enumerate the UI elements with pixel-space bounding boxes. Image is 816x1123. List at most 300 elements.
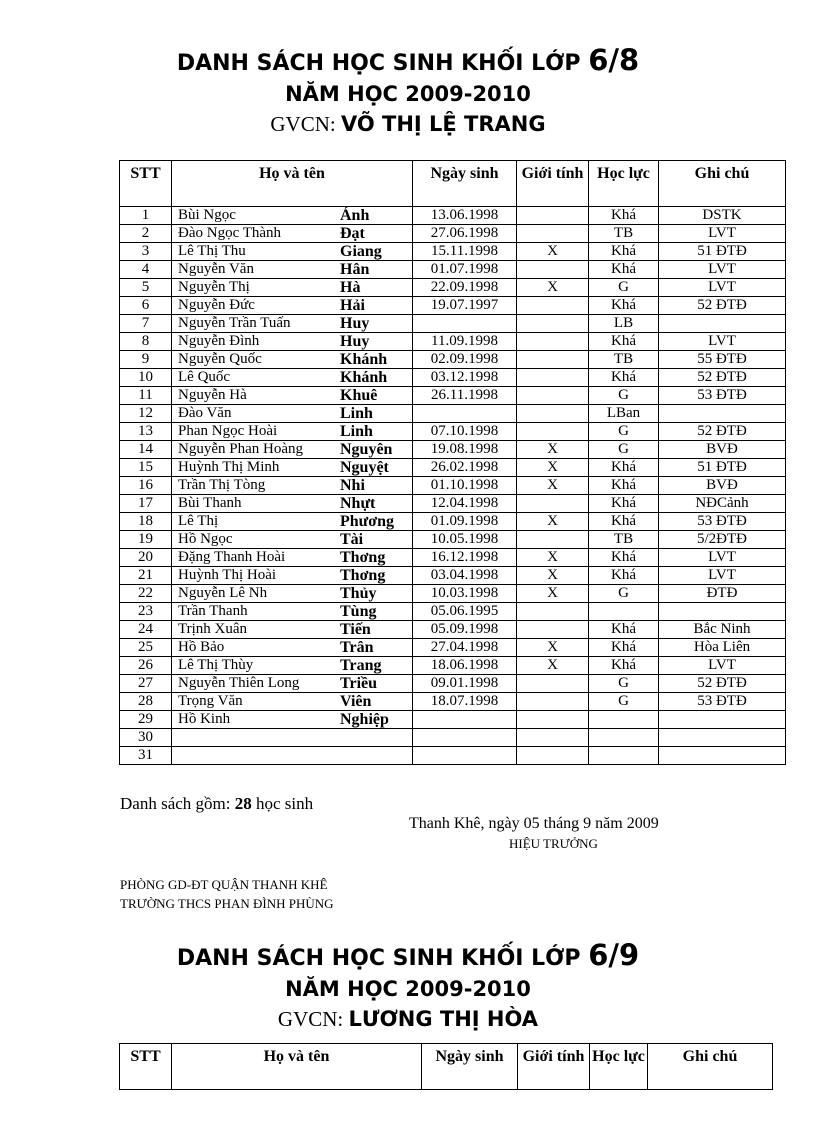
- cell-note: [659, 711, 786, 729]
- student-given-name: Giang: [340, 243, 382, 260]
- header-note: Ghi chú: [659, 161, 786, 207]
- table-row: [120, 333, 786, 351]
- cell-stt: 23: [120, 603, 172, 621]
- cell-grade: [589, 603, 659, 621]
- cell-dob: [413, 315, 517, 333]
- list2-class: 6/9: [588, 938, 640, 972]
- cell-note: 52 ĐTĐ: [659, 675, 786, 693]
- table-row: [120, 477, 786, 495]
- cell-stt: 6: [120, 297, 172, 315]
- student-given-name: Trang: [340, 657, 382, 674]
- header-2-dob: Ngày sinh: [422, 1044, 518, 1090]
- cell-dob: 07.10.1998: [413, 423, 517, 441]
- cell-dob: 16.12.1998: [413, 549, 517, 567]
- student-surname: Huỳnh Thị Minh: [178, 459, 280, 475]
- cell-name: [172, 261, 413, 279]
- student-surname: Nguyễn Hà: [178, 387, 247, 403]
- cell-dob: [413, 711, 517, 729]
- table-row: [120, 711, 786, 729]
- cell-grade: Khá: [589, 657, 659, 675]
- student-given-name: Khánh: [340, 369, 388, 386]
- cell-grade: Khá: [589, 639, 659, 657]
- cell-stt: 5: [120, 279, 172, 297]
- cell-note: 52 ĐTĐ: [659, 423, 786, 441]
- cell-grade: Khá: [589, 621, 659, 639]
- cell-grade: Khá: [589, 369, 659, 387]
- cell-name: [172, 603, 413, 621]
- table-row: [120, 549, 786, 567]
- header-stt: STT: [120, 161, 172, 207]
- list2-title-block: [0, 940, 816, 1034]
- cell-note: LVT: [659, 261, 786, 279]
- table-row: [120, 315, 786, 333]
- cell-name: [172, 513, 413, 531]
- cell-dob: 09.01.1998: [413, 675, 517, 693]
- table-row: [120, 423, 786, 441]
- cell-note: 55 ĐTĐ: [659, 351, 786, 369]
- cell-stt: 29: [120, 711, 172, 729]
- cell-grade: LBan: [589, 405, 659, 423]
- student-given-name: Tài: [340, 531, 364, 548]
- cell-note: 51 ĐTĐ: [659, 243, 786, 261]
- cell-note: BVĐ: [659, 477, 786, 495]
- cell-grade: LB: [589, 315, 659, 333]
- cell-gender: [517, 729, 589, 747]
- cell-name: [172, 495, 413, 513]
- table-row: [120, 225, 786, 243]
- list2-gvcn-label: GVCN:: [277, 1007, 344, 1031]
- cell-dob: 19.07.1997: [413, 297, 517, 315]
- cell-dob: 03.04.1998: [413, 567, 517, 585]
- table-row: [120, 441, 786, 459]
- cell-grade: Khá: [589, 459, 659, 477]
- cell-gender: X: [517, 567, 589, 585]
- cell-grade: G: [589, 693, 659, 711]
- cell-gender: X: [517, 243, 589, 261]
- student-given-name: Đạt: [340, 225, 365, 242]
- cell-stt: 26: [120, 657, 172, 675]
- cell-name: [172, 333, 413, 351]
- summary-suffix: học sinh: [255, 794, 314, 813]
- cell-dob: 11.09.1998: [413, 333, 517, 351]
- cell-name: [172, 567, 413, 585]
- cell-gender: X: [517, 459, 589, 477]
- student-surname: Nguyễn Đình: [178, 333, 260, 349]
- student-given-name: Khánh: [340, 351, 388, 368]
- cell-note: [659, 747, 786, 765]
- student-surname: Lê Thị Thùy: [178, 657, 254, 673]
- student-given-name: Nhựt: [340, 495, 376, 512]
- cell-note: 52 ĐTĐ: [659, 297, 786, 315]
- student-table-2: [119, 1043, 773, 1090]
- student-given-name: Ánh: [340, 207, 370, 224]
- student-surname: Huỳnh Thị Hoài: [178, 567, 277, 583]
- cell-name: [172, 639, 413, 657]
- cell-note: LVT: [659, 549, 786, 567]
- list1-title: [0, 45, 816, 79]
- cell-note: 52 ĐTĐ: [659, 369, 786, 387]
- student-surname: Lê Quốc: [178, 369, 231, 385]
- student-given-name: Linh: [340, 423, 373, 440]
- cell-dob: 18.07.1998: [413, 693, 517, 711]
- student-given-name: Thủy: [340, 585, 377, 602]
- cell-grade: Khá: [589, 513, 659, 531]
- cell-stt: 24: [120, 621, 172, 639]
- cell-gender: [517, 693, 589, 711]
- list2-gvcn: [0, 1004, 816, 1034]
- table-header-row: [120, 161, 786, 207]
- cell-gender: [517, 315, 589, 333]
- cell-gender: [517, 603, 589, 621]
- cell-stt: 3: [120, 243, 172, 261]
- cell-stt: 12: [120, 405, 172, 423]
- cell-dob: [413, 405, 517, 423]
- cell-note: Hòa Liên: [659, 639, 786, 657]
- cell-stt: 16: [120, 477, 172, 495]
- cell-dob: 01.09.1998: [413, 513, 517, 531]
- table-2-header-row: [120, 1044, 773, 1090]
- cell-name: [172, 729, 413, 747]
- student-given-name: Thơng: [340, 549, 386, 566]
- header-2-stt: STT: [120, 1044, 172, 1090]
- table-row: [120, 297, 786, 315]
- table-row: [120, 531, 786, 549]
- student-surname: Hồ Bảo: [178, 639, 225, 655]
- cell-name: [172, 693, 413, 711]
- student-surname: Nguyễn Lê Nh: [178, 585, 268, 601]
- student-surname: Phan Ngọc Hoài: [178, 423, 278, 439]
- cell-stt: 4: [120, 261, 172, 279]
- list1-title-block: [0, 45, 816, 139]
- list2-year: NĂM HỌC 2009-2010: [285, 977, 531, 1001]
- cell-name: [172, 477, 413, 495]
- cell-grade: Khá: [589, 549, 659, 567]
- cell-stt: 14: [120, 441, 172, 459]
- student-surname: Đào Ngọc Thành: [178, 225, 282, 241]
- student-given-name: Nguyên: [340, 441, 393, 458]
- cell-stt: 1: [120, 207, 172, 225]
- cell-stt: 19: [120, 531, 172, 549]
- cell-gender: [517, 351, 589, 369]
- student-surname: Lê Thị Thu: [178, 243, 246, 259]
- cell-note: BVĐ: [659, 441, 786, 459]
- student-count-summary: [120, 794, 313, 814]
- cell-name: [172, 351, 413, 369]
- cell-name: [172, 549, 413, 567]
- cell-gender: [517, 495, 589, 513]
- table-row: [120, 729, 786, 747]
- cell-dob: 12.04.1998: [413, 495, 517, 513]
- table-row: [120, 621, 786, 639]
- cell-name: [172, 405, 413, 423]
- cell-dob: 13.06.1998: [413, 207, 517, 225]
- cell-name: [172, 585, 413, 603]
- table-row: [120, 603, 786, 621]
- cell-note: LVT: [659, 567, 786, 585]
- header-dob: Ngày sinh: [413, 161, 517, 207]
- cell-dob: 10.05.1998: [413, 531, 517, 549]
- cell-name: [172, 657, 413, 675]
- student-given-name: Tùng: [340, 603, 377, 620]
- cell-grade: Khá: [589, 297, 659, 315]
- cell-stt: 13: [120, 423, 172, 441]
- cell-stt: 30: [120, 729, 172, 747]
- cell-stt: 17: [120, 495, 172, 513]
- cell-gender: [517, 387, 589, 405]
- cell-note: LVT: [659, 279, 786, 297]
- cell-stt: 7: [120, 315, 172, 333]
- table-row: [120, 747, 786, 765]
- cell-dob: 02.09.1998: [413, 351, 517, 369]
- list1-title-prefix: DANH SÁCH HỌC SINH KHỐI LỚP: [176, 51, 581, 76]
- student-given-name: Phương: [340, 513, 395, 530]
- student-surname: Trọng Văn: [178, 693, 243, 709]
- cell-stt: 25: [120, 639, 172, 657]
- cell-stt: 22: [120, 585, 172, 603]
- student-given-name: Viên: [340, 693, 372, 710]
- student-surname: Nguyễn Trần Tuấn: [178, 315, 291, 331]
- cell-stt: 11: [120, 387, 172, 405]
- cell-gender: [517, 675, 589, 693]
- student-given-name: Nguyệt: [340, 459, 389, 476]
- cell-stt: 2: [120, 225, 172, 243]
- cell-grade: TB: [589, 351, 659, 369]
- cell-gender: X: [517, 441, 589, 459]
- student-surname: Hồ Kinh: [178, 711, 231, 727]
- student-surname: Nguyễn Văn: [178, 261, 254, 277]
- cell-name: [172, 387, 413, 405]
- cell-dob: 05.09.1998: [413, 621, 517, 639]
- student-given-name: Huy: [340, 315, 370, 332]
- table-row: [120, 387, 786, 405]
- cell-dob: 27.06.1998: [413, 225, 517, 243]
- cell-gender: [517, 369, 589, 387]
- cell-gender: [517, 333, 589, 351]
- student-given-name: Hân: [340, 261, 370, 278]
- header-name: Họ và tên: [172, 161, 413, 207]
- table-row: [120, 261, 786, 279]
- student-surname: Trần Thị Tòng: [178, 477, 266, 493]
- cell-note: [659, 729, 786, 747]
- student-surname: Nguyễn Đức: [178, 297, 255, 313]
- student-surname: Nguyễn Quốc: [178, 351, 262, 367]
- student-surname: Bùi Ngọc: [178, 207, 236, 223]
- cell-name: [172, 675, 413, 693]
- cell-grade: Khá: [589, 261, 659, 279]
- cell-gender: X: [517, 513, 589, 531]
- header-2-gender: Giới tính: [518, 1044, 590, 1090]
- table-row: [120, 405, 786, 423]
- cell-name: [172, 369, 413, 387]
- cell-gender: X: [517, 279, 589, 297]
- cell-grade: G: [589, 585, 659, 603]
- signing-date: Thanh Khê, ngày 05 tháng 9 năm 2009: [409, 815, 659, 832]
- cell-note: LVT: [659, 333, 786, 351]
- header-grade: Học lực: [589, 161, 659, 207]
- list1-gvcn: [0, 109, 816, 139]
- table-row: [120, 369, 786, 387]
- cell-name: [172, 207, 413, 225]
- list2-title-prefix: DANH SÁCH HỌC SINH KHỐI LỚP: [176, 946, 581, 971]
- list1-year: NĂM HỌC 2009-2010: [285, 82, 531, 106]
- department-name: PHÒNG GD-ĐT QUẬN THANH KHÊ: [120, 877, 328, 892]
- signer-title: HIỆU TRƯỞNG: [509, 836, 598, 851]
- student-surname: Đào Văn: [178, 405, 232, 421]
- cell-dob: 15.11.1998: [413, 243, 517, 261]
- cell-stt: 8: [120, 333, 172, 351]
- cell-note: 53 ĐTĐ: [659, 693, 786, 711]
- student-surname: Nguyễn Thiên Long: [178, 675, 300, 691]
- cell-name: [172, 225, 413, 243]
- list1-gvcn-label: GVCN:: [270, 112, 336, 136]
- table-row: [120, 207, 786, 225]
- cell-note: DSTK: [659, 207, 786, 225]
- cell-dob: 19.08.1998: [413, 441, 517, 459]
- cell-gender: X: [517, 639, 589, 657]
- cell-grade: G: [589, 279, 659, 297]
- cell-dob: 26.11.1998: [413, 387, 517, 405]
- cell-note: 51 ĐTĐ: [659, 459, 786, 477]
- cell-name: [172, 297, 413, 315]
- student-given-name: Hà: [340, 279, 361, 296]
- cell-note: ĐTĐ: [659, 585, 786, 603]
- cell-dob: 05.06.1995: [413, 603, 517, 621]
- cell-name: [172, 279, 413, 297]
- cell-grade: Khá: [589, 567, 659, 585]
- cell-gender: X: [517, 585, 589, 603]
- student-given-name: Khuê: [340, 387, 378, 404]
- student-given-name: Nghiệp: [340, 711, 389, 728]
- cell-gender: [517, 531, 589, 549]
- student-given-name: Tiến: [340, 621, 371, 638]
- table-row: [120, 693, 786, 711]
- student-table: [119, 160, 786, 765]
- cell-note: 53 ĐTĐ: [659, 387, 786, 405]
- header-2-note: Ghi chú: [648, 1044, 773, 1090]
- school-name: TRƯỜNG THCS PHAN ĐÌNH PHÙNG: [120, 896, 334, 911]
- cell-gender: [517, 747, 589, 765]
- cell-grade: Khá: [589, 477, 659, 495]
- cell-gender: [517, 261, 589, 279]
- header-2-grade: Học lực: [590, 1044, 648, 1090]
- cell-grade: Khá: [589, 333, 659, 351]
- cell-stt: 10: [120, 369, 172, 387]
- table-row: [120, 585, 786, 603]
- cell-stt: 18: [120, 513, 172, 531]
- cell-name: [172, 441, 413, 459]
- cell-gender: [517, 621, 589, 639]
- cell-stt: 15: [120, 459, 172, 477]
- student-given-name: Nhi: [340, 477, 365, 494]
- cell-grade: Khá: [589, 495, 659, 513]
- cell-grade: [589, 729, 659, 747]
- table-row: [120, 513, 786, 531]
- header-2-name: Họ và tên: [172, 1044, 422, 1090]
- cell-grade: [589, 747, 659, 765]
- cell-name: [172, 423, 413, 441]
- table-row: [120, 657, 786, 675]
- cell-dob: 03.12.1998: [413, 369, 517, 387]
- cell-stt: 27: [120, 675, 172, 693]
- table-row: [120, 279, 786, 297]
- cell-dob: 10.03.1998: [413, 585, 517, 603]
- cell-name: [172, 711, 413, 729]
- table-row: [120, 459, 786, 477]
- student-given-name: Triều: [340, 675, 378, 692]
- cell-gender: [517, 711, 589, 729]
- student-surname: Hồ Ngọc: [178, 531, 233, 547]
- cell-grade: G: [589, 675, 659, 693]
- cell-grade: TB: [589, 531, 659, 549]
- cell-grade: [589, 711, 659, 729]
- cell-gender: X: [517, 549, 589, 567]
- student-surname: Lê Thị: [178, 513, 219, 529]
- cell-dob: [413, 747, 517, 765]
- cell-grade: G: [589, 387, 659, 405]
- student-surname: Nguyễn Thị: [178, 279, 250, 295]
- student-table-body: [120, 207, 786, 765]
- list1-class: 6/8: [588, 43, 640, 77]
- cell-dob: 26.02.1998: [413, 459, 517, 477]
- cell-note: 53 ĐTĐ: [659, 513, 786, 531]
- student-given-name: Trân: [340, 639, 374, 656]
- cell-dob: 22.09.1998: [413, 279, 517, 297]
- cell-grade: G: [589, 423, 659, 441]
- cell-dob: 01.07.1998: [413, 261, 517, 279]
- list2-title: [0, 940, 816, 974]
- table-row: [120, 675, 786, 693]
- cell-grade: TB: [589, 225, 659, 243]
- cell-grade: G: [589, 441, 659, 459]
- cell-gender: [517, 297, 589, 315]
- cell-name: [172, 531, 413, 549]
- cell-note: LVT: [659, 225, 786, 243]
- cell-stt: 31: [120, 747, 172, 765]
- student-given-name: Linh: [340, 405, 373, 422]
- cell-grade: Khá: [589, 243, 659, 261]
- list2-gvcn-name: LƯƠNG THỊ HÒA: [348, 1007, 539, 1031]
- cell-note: 5/2ĐTĐ: [659, 531, 786, 549]
- cell-name: [172, 315, 413, 333]
- table-row: [120, 639, 786, 657]
- student-surname: Trần Thanh: [178, 603, 248, 619]
- cell-note: [659, 603, 786, 621]
- student-surname: Nguyễn Phan Hoàng: [178, 441, 303, 457]
- cell-name: [172, 459, 413, 477]
- table-row: [120, 243, 786, 261]
- cell-stt: 20: [120, 549, 172, 567]
- summary-prefix: Danh sách gồm:: [120, 794, 231, 813]
- cell-gender: X: [517, 657, 589, 675]
- cell-note: NĐCảnh: [659, 495, 786, 513]
- cell-note: Bắc Ninh: [659, 621, 786, 639]
- cell-dob: 01.10.1998: [413, 477, 517, 495]
- cell-gender: [517, 405, 589, 423]
- table-row: [120, 567, 786, 585]
- student-given-name: Thơng: [340, 567, 386, 584]
- list1-gvcn-name: VÕ THỊ LỆ TRANG: [340, 112, 546, 136]
- cell-dob: [413, 729, 517, 747]
- cell-note: LVT: [659, 657, 786, 675]
- cell-note: [659, 405, 786, 423]
- cell-name: [172, 747, 413, 765]
- cell-stt: 21: [120, 567, 172, 585]
- cell-name: [172, 621, 413, 639]
- cell-gender: [517, 225, 589, 243]
- student-surname: Trịnh Xuân: [178, 621, 248, 637]
- student-given-name: Hải: [340, 297, 365, 314]
- header-gender: Giới tính: [517, 161, 589, 207]
